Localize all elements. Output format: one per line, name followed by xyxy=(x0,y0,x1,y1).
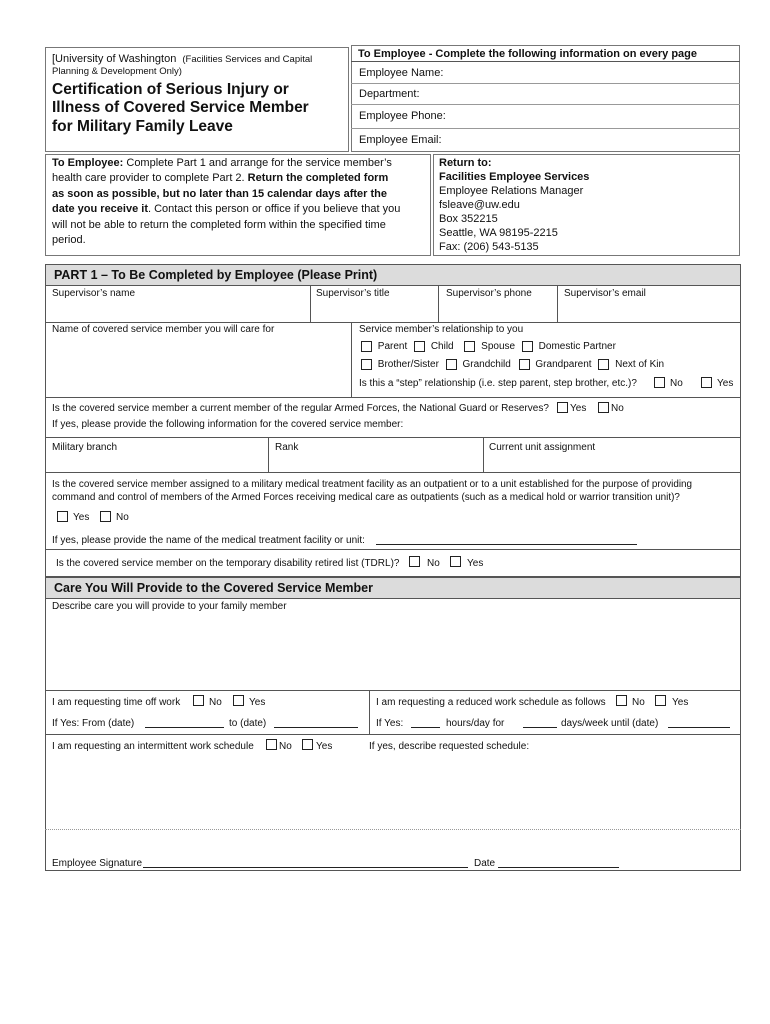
instructions-line6: period. xyxy=(52,234,86,246)
facility-question-line1: Is the covered service member assigned to a military medical treatment facility as an outpatient or to a unit established for the purpose of providing xyxy=(52,479,693,490)
spouse-label: Spouse xyxy=(481,341,516,353)
facility-yes-checkbox[interactable] xyxy=(57,511,68,522)
describe-care-label[interactable]: Describe care you will provide to your family member xyxy=(52,601,287,612)
return-to-email: fsleave@uw.edu xyxy=(439,199,520,211)
reduced-until-date-line[interactable] xyxy=(668,727,730,728)
hours-per-day-line[interactable] xyxy=(411,727,440,728)
grandparent-checkbox[interactable] xyxy=(519,359,530,370)
armed-forces-question: Is the covered service member a current member of the regular Armed Forces, the National Guard or Reserves? xyxy=(52,403,549,414)
org-line1: [University of Washington (Facilities Services and Capital xyxy=(52,53,313,65)
facility-no-label: No xyxy=(116,512,129,523)
return-to-person: Employee Relations Manager xyxy=(439,185,584,197)
child-checkbox[interactable] xyxy=(414,341,425,352)
parent-label: Parent xyxy=(377,341,408,353)
signature-date-line[interactable] xyxy=(498,867,619,868)
return-to-dept: Facilities Employee Services xyxy=(439,171,590,183)
reduced-ifyes-label: If Yes: xyxy=(376,718,404,729)
days-per-week-line[interactable] xyxy=(523,727,557,728)
armed-forces-followup: If yes, please provide the following information for the covered service member: xyxy=(52,419,404,430)
tdrl-no-label: No xyxy=(427,558,440,569)
reduced-no-checkbox[interactable] xyxy=(616,695,627,706)
return-to-box-number: Box 352215 xyxy=(439,213,498,225)
form-title-line3: for Military Family Leave xyxy=(52,118,233,135)
section-divider xyxy=(45,829,741,830)
spouse-checkbox[interactable] xyxy=(464,341,475,352)
time-off-no-label: No xyxy=(209,697,222,708)
armed-forces-no-label: No xyxy=(611,403,624,414)
instructions-line5: will not be able to return the completed form within the specified time xyxy=(52,219,386,231)
grandchild-checkbox[interactable] xyxy=(446,359,457,370)
supervisor-phone-label[interactable]: Supervisor’s phone xyxy=(446,288,532,299)
time-off-no-checkbox[interactable] xyxy=(193,695,204,706)
next-of-kin-checkbox[interactable] xyxy=(598,359,609,370)
reduced-no-label: No xyxy=(632,697,645,708)
facility-yes-label: Yes xyxy=(73,512,90,523)
instructions-line2: health care provider to complete Part 2. Return the completed form xyxy=(52,172,389,184)
intermittent-yes-label: Yes xyxy=(316,741,333,752)
instructions-line1: To Employee: Complete Part 1 and arrange for the service member’s xyxy=(52,157,392,169)
signature-date-label: Date xyxy=(474,858,496,869)
domestic-partner-label: Domestic Partner xyxy=(538,341,616,353)
grandparent-label: Grandparent xyxy=(535,359,592,371)
time-off-from-date-line[interactable] xyxy=(145,727,224,728)
step-no-checkbox[interactable] xyxy=(654,377,665,388)
days-per-week-label: days/week until (date) xyxy=(561,718,659,729)
time-off-question: I am requesting time off work xyxy=(52,697,181,708)
relationship-row2 xyxy=(361,359,664,370)
parent-checkbox[interactable] xyxy=(361,341,372,352)
reduced-schedule-question: I am requesting a reduced work schedule as follows xyxy=(376,697,606,708)
reduced-yes-checkbox[interactable] xyxy=(655,695,666,706)
department-label[interactable]: Department: xyxy=(359,88,420,100)
time-off-yes-checkbox[interactable] xyxy=(233,695,244,706)
hours-per-day-label: hours/day for xyxy=(446,718,505,729)
form-title-line1: Certification of Serious Injury or xyxy=(52,81,289,98)
employee-block-heading: To Employee - Complete the following information on every page xyxy=(358,48,697,60)
sibling-checkbox[interactable] xyxy=(361,359,372,370)
facility-followup-label: If yes, please provide the name of the medical treatment facility or unit: xyxy=(52,535,365,546)
next-of-kin-label: Next of Kin xyxy=(615,359,665,371)
return-to-label: Return to: xyxy=(439,157,492,169)
intermittent-describe-label[interactable]: If yes, describe requested schedule: xyxy=(369,741,530,752)
intermittent-no-label: No xyxy=(279,741,292,752)
tdrl-no-checkbox[interactable] xyxy=(409,556,420,567)
supervisor-title-label[interactable]: Supervisor’s title xyxy=(316,288,390,299)
child-label: Child xyxy=(430,341,454,353)
intermittent-yes-checkbox[interactable] xyxy=(302,739,313,750)
org-line2: Planning & Development Only) xyxy=(52,66,182,77)
relationship-label: Service member’s relationship to you xyxy=(359,324,524,335)
time-off-yes-label: Yes xyxy=(249,697,266,708)
employee-name-label[interactable]: Employee Name: xyxy=(359,67,444,79)
sibling-label: Brother/Sister xyxy=(377,359,439,371)
employee-phone-label[interactable]: Employee Phone: xyxy=(359,110,446,122)
intermittent-question: I am requesting an intermittent work schedule xyxy=(52,741,254,752)
grandchild-label: Grandchild xyxy=(462,359,511,371)
domestic-partner-checkbox[interactable] xyxy=(522,341,533,352)
employee-signature-label: Employee Signature xyxy=(52,858,143,869)
step-no-label: No xyxy=(670,378,683,389)
instructions-line3: as soon as possible, but no later than 15 calendar days after the xyxy=(52,188,387,200)
armed-forces-no-checkbox[interactable] xyxy=(598,402,609,413)
supervisor-name-label[interactable]: Supervisor’s name xyxy=(52,288,136,299)
tdrl-yes-label: Yes xyxy=(467,558,484,569)
time-off-to-date-line[interactable] xyxy=(274,727,358,728)
tdrl-yes-checkbox[interactable] xyxy=(450,556,461,567)
supervisor-email-label[interactable]: Supervisor’s email xyxy=(564,288,646,299)
return-to-fax: Fax: (206) 543-5135 xyxy=(439,241,539,253)
member-name-label[interactable]: Name of covered service member you will care for xyxy=(52,324,275,335)
reduced-yes-label: Yes xyxy=(672,697,689,708)
employee-email-label[interactable]: Employee Email: xyxy=(359,134,442,146)
part1-heading: PART 1 – To Be Completed by Employee (Please Print) xyxy=(46,265,740,285)
return-to-city: Seattle, WA 98195-2215 xyxy=(439,227,558,239)
rank-label[interactable]: Rank xyxy=(275,442,299,453)
instructions-line4: date you receive it. Contact this person or office if you believe that you xyxy=(52,203,401,215)
time-off-from-label: If Yes: From (date) xyxy=(52,718,135,729)
military-branch-label[interactable]: Military branch xyxy=(52,442,118,453)
facility-question-line2: command and control of members of the Armed Forces receiving medical care as outpatients (such as a medical hold or warrior transition unit)? xyxy=(52,492,680,503)
intermittent-no-checkbox[interactable] xyxy=(266,739,277,750)
care-heading: Care You Will Provide to the Covered Service Member xyxy=(46,578,740,598)
step-relationship-question: Is this a “step” relationship (i.e. step parent, step brother, etc.)? xyxy=(359,378,637,389)
step-yes-checkbox[interactable] xyxy=(701,377,712,388)
form-title-line2: Illness of Covered Service Member xyxy=(52,99,309,116)
relationship-row1 xyxy=(361,341,616,352)
employee-signature-line[interactable] xyxy=(143,867,468,868)
tdrl-question: Is the covered service member on the temporary disability retired list (TDRL)? xyxy=(56,558,400,569)
facility-no-checkbox[interactable] xyxy=(100,511,111,522)
unit-assignment-label[interactable]: Current unit assignment xyxy=(489,442,596,453)
armed-forces-yes-checkbox[interactable] xyxy=(557,402,568,413)
armed-forces-yes-label: Yes xyxy=(570,403,587,414)
step-yes-label: Yes xyxy=(717,378,734,389)
time-off-to-label: to (date) xyxy=(229,718,267,729)
facility-name-line[interactable] xyxy=(376,544,637,545)
